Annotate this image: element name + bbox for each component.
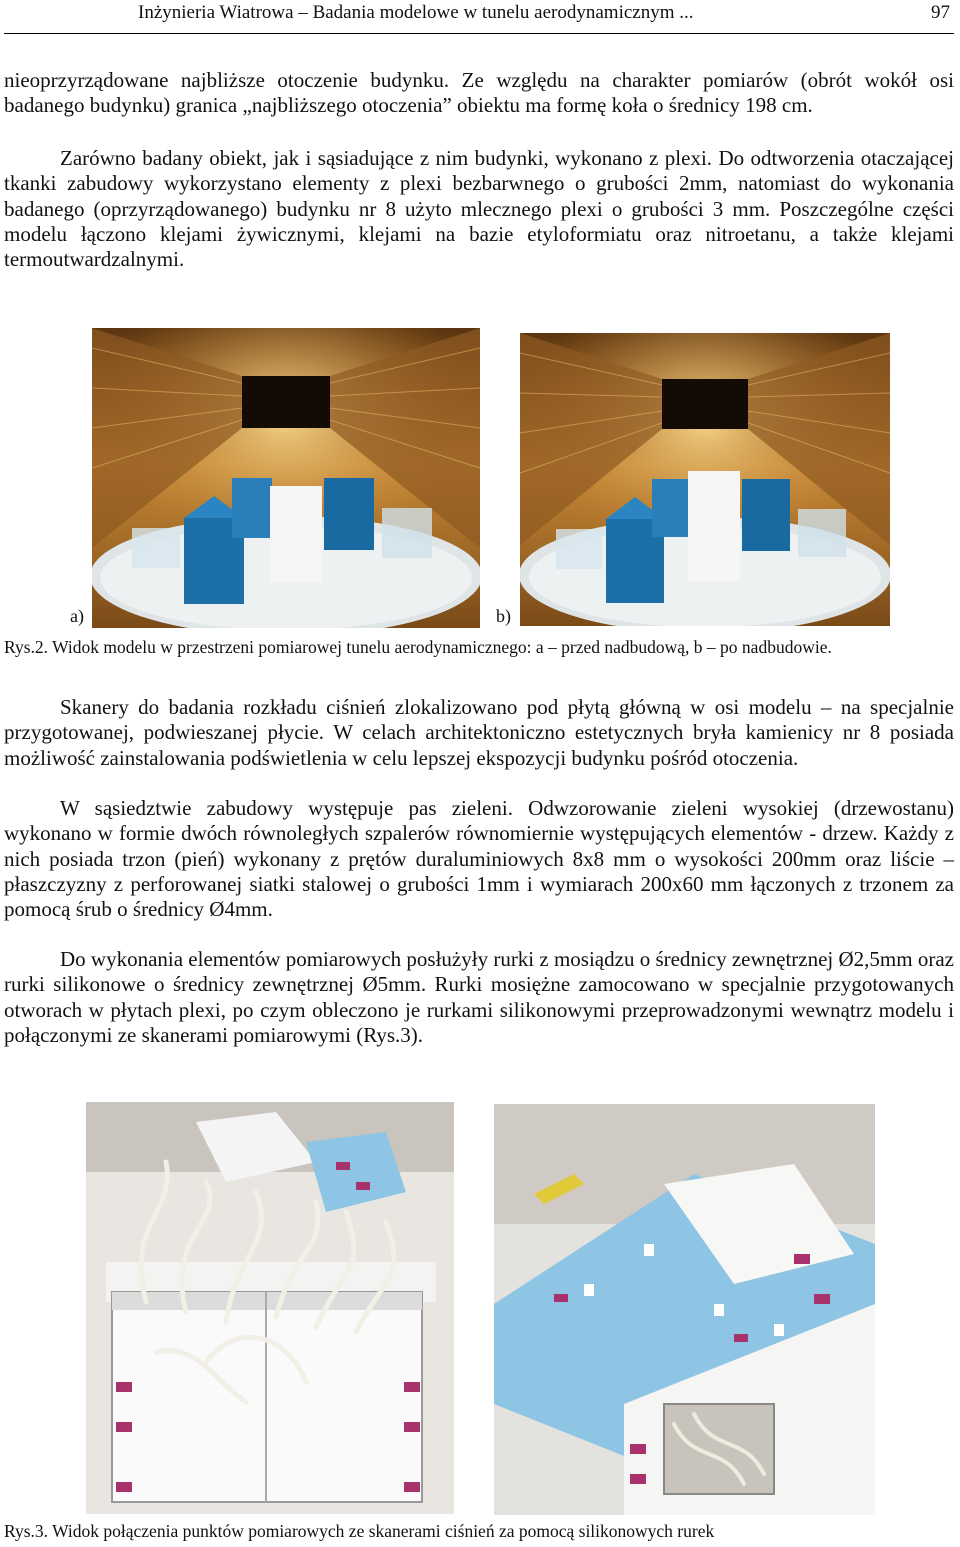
figure-2-caption: Rys.2. Widok modelu w przestrzeni pomiarowej tunelu aerodynamicznego: a – przed nadbudową, b – po nadbudowie.	[4, 637, 832, 657]
figure-2b-photo	[520, 333, 890, 626]
figure-3-right-photo	[494, 1104, 875, 1515]
figure-2a-label: a)	[70, 606, 84, 626]
paragraph-tubes: Do wykonania elementów pomiarowych posłużyły rurki z mosiądzu o średnicy zewnętrznej Ø2,5mm oraz rurki silikonowe o średnicy zewnętrznej Ø5mm. Rurki mosiężne zamocowano w specjalnie przygotowanych otworach w płytach plexi, po czym obleczono je rurkami silikonowymi przeprowadzonymi wewnątrz modelu i połączonymi ze skanerami pomiarowymi (Rys.3).	[4, 947, 954, 1047]
figure-3-caption: Rys.3. Widok połączenia punktów pomiarowych ze skanerami ciśnień za pomocą silikonowych rurek	[4, 1521, 715, 1541]
figure-2b-label: b)	[496, 606, 511, 626]
paragraph-intro: nieoprzyrządowane najbliższe otoczenie budynku. Ze względu na charakter pomiarów (obrót wokół osi badanego budynku) granica „najbliższego otoczenia” obiektu ma formę koła o średnicy 198 cm.	[4, 68, 954, 118]
figure-2a-photo	[92, 328, 480, 628]
paragraph-greenery: W sąsiedztwie zabudowy występuje pas zieleni. Odwzorowanie zieleni wysokiej (drzewostanu) wykonano w formie dwóch równoległych szpalerów równomiernie występujących elementów - drzew. Każdy z nich posiada trzon (pień) wykonany z prętów duraluminiowych 8x8 mm o wysokości 200mm oraz liście – płaszczyzny z perforowanej siatki stalowej o grubości 1mm i wymiarach 200x60 mm łączonych z trzonem za pomocą śrub o średnicy Ø4mm.	[4, 796, 954, 922]
paragraph-materials: Zarówno badany obiekt, jak i sąsiadujące z nim budynki, wykonano z plexi. Do odtworzenia otaczającej tkanki zabudowy wykorzystano elementy z plexi bezbarwnego o grubości 2mm, natomiast do wykonania badanego (oprzyrządowanego) budynku nr 8 użyto mlecznego plexi o grubości 3 mm. Poszczególne części modelu łączono klejami żywicznymi, klejami na bazie etyloformiatu oraz nitroetanu, a także klejami termoutwardzalnymi.	[4, 146, 954, 272]
paragraph-scanners: Skanery do badania rozkładu ciśnień zlokalizowano pod płytą główną w osi modelu – na specjalnie przygotowanej, podwieszanej płycie. W celach architektoniczno estetycznych bryła kamienicy nr 8 posiada możliwość zainstalowania podświetlenia w celu lepszej ekspozycji budynku pośród otoczenia.	[4, 695, 954, 770]
figure-3-left-photo	[86, 1102, 454, 1514]
header-rule	[4, 33, 954, 34]
running-header	[0, 0, 960, 34]
running-title: Inżynieria Wiatrowa – Badania modelowe w tunelu aerodynamicznym ...	[138, 2, 694, 23]
page-number: 97	[931, 2, 950, 23]
